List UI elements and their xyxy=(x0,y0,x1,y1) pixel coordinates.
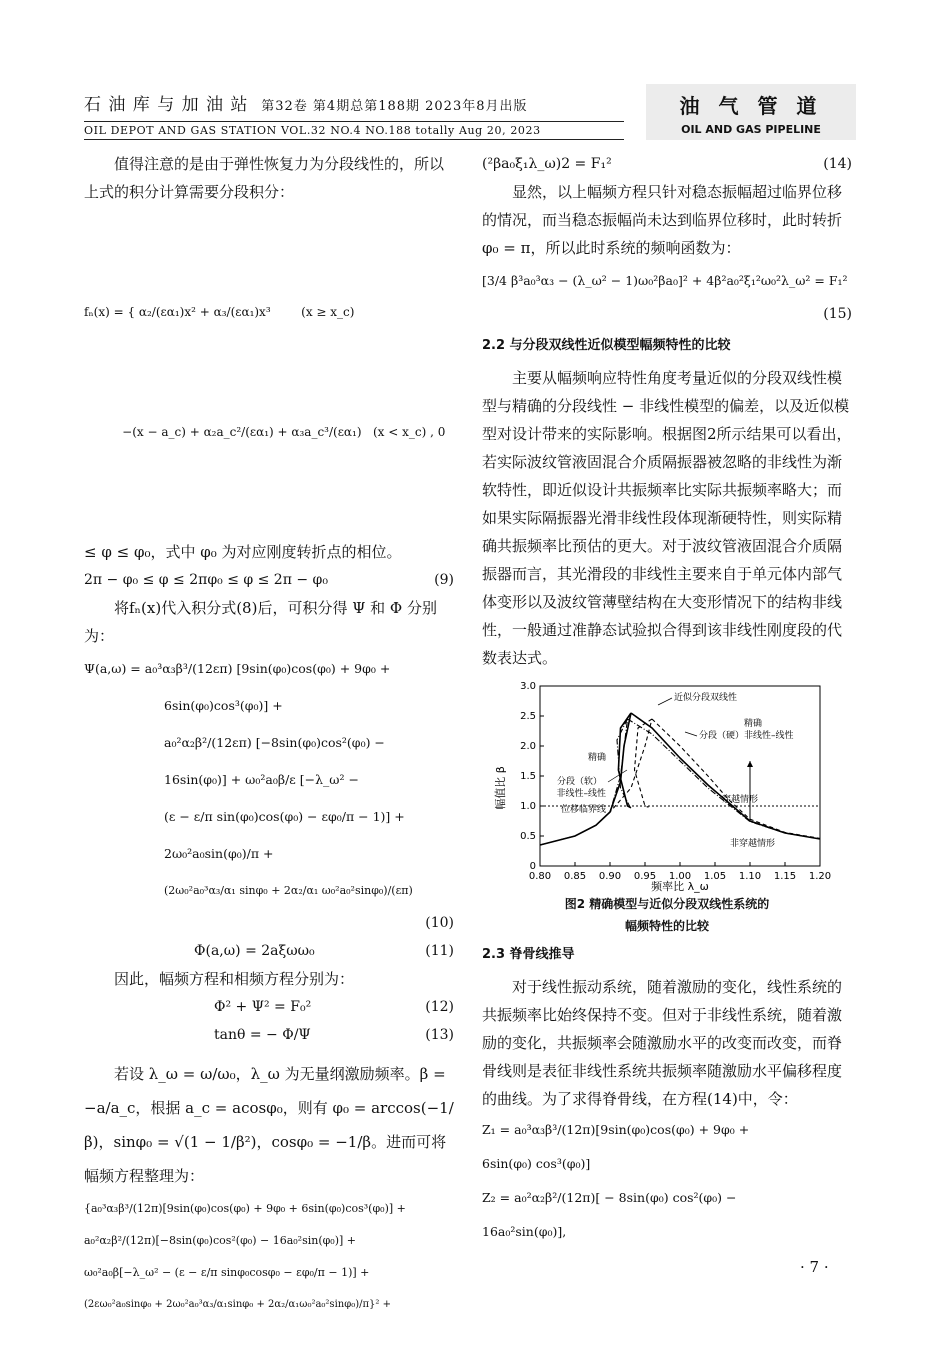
figure-caption xyxy=(482,893,852,937)
paragraph: 将fₙ(x)代入积分式(8)后，可积分得 Ψ 和 Φ 分别为： xyxy=(84,599,437,645)
y-tick-label: 1.5 xyxy=(520,771,536,782)
chart-annotation: 穿越情形 xyxy=(722,795,759,805)
right-column xyxy=(482,150,852,1249)
equation-number: (9) xyxy=(434,572,454,588)
equation-line: fₙ(x) = { α₂/(εα₁)x² + α₃/(εα₁)x³ (x ≥ x_c) xyxy=(84,305,355,319)
annotation-leader xyxy=(685,732,697,736)
chart-annotation: 近似分段双线性 xyxy=(674,693,738,703)
equation-12 xyxy=(84,993,454,1021)
x-tick-label: 1.20 xyxy=(808,871,832,882)
caption-line: 图2 精确模型与近似分段双线性系统的 xyxy=(564,897,770,911)
x-tick-label: 1.15 xyxy=(773,871,797,882)
equation-10-number-row xyxy=(84,909,454,937)
journal-title-en: OIL DEPOT AND GAS STATION VOL.32 NO.4 NO.188 totally Aug 20, 2023 xyxy=(84,121,624,140)
brand-en: OIL AND GAS PIPELINE xyxy=(681,123,821,136)
equation-line: Z₁ = a₀³α₃β³/(12π)[9sin(φ₀)cos(φ₀) + 9φ₀ + xyxy=(482,1122,750,1137)
equation-14 xyxy=(482,150,852,178)
equation-body: Φ(a,ω) = 2aξωω₀ xyxy=(194,943,315,959)
equation-number: (10) xyxy=(425,915,454,931)
equation-10 xyxy=(84,650,454,909)
paragraph: 显然，以上幅频方程只针对稳态振幅超过临界位移的情况，而当稳态振幅尚未达到临界位移时，此时转折 φ₀ = π，所以此时系统的频响函数为： xyxy=(482,183,843,257)
journal-title-cn xyxy=(84,90,624,115)
paragraph: 主要从幅频响应特性角度考量近似的分段双线性模型与精确的分段线性 − 非线性模型的偏差，以及近似模型对设计带来的实际影响。根据图2所示结果可以看出，若实际波纹管液固混合介质隔振器被忽略的非线性为渐软特性，即近似设计共振频率比实际共振频率略大；而如果实际隔振器光滑非线性段体现渐硬特性，则实际精确共振频率比预估的更大。对于波纹管液固混合介质隔振器而言，其光滑段的非线性主要来自于单元体内部气体变形以及波纹管薄壁结构在大变形情况下的结构非线性，一般通过准静态试验拟合得到该非线性刚度段的代数表达式。 xyxy=(482,369,852,667)
equation-line: 6sin(φ₀) cos³(φ₀)] xyxy=(482,1156,591,1171)
section-heading-2-3: 2.3 脊骨线推导 xyxy=(482,947,575,962)
x-tick-label: 0.85 xyxy=(563,871,587,882)
annotation-leader xyxy=(608,770,627,782)
x-tick-label: 0.90 xyxy=(598,871,622,882)
caption-line: 幅频特性的比较 xyxy=(624,919,709,933)
equation-body: (²βa₀ξ₁λ_ω)2 = F₁² xyxy=(482,156,612,172)
equation-line: {a₀³α₃β³/(12π)[9sin(φ₀)cos(φ₀) + 9φ₀ + 6sin(φ₀)cos³(φ₀)] + xyxy=(84,1202,406,1215)
equation-line: Ψ(a,ω) = a₀³α₃β³/(12επ) [9sin(φ₀)cos(φ₀) + 9φ₀ + xyxy=(84,661,391,676)
equation-15 xyxy=(482,262,852,300)
chart-plot-frame xyxy=(540,686,820,866)
section-heading-2-2: 2.2 与分段双线性近似模型幅频特性的比较 xyxy=(482,338,731,353)
equation-number: (15) xyxy=(823,306,852,322)
paragraph: 值得注意的是由于弹性恢复力为分段线性的，所以上式的积分计算需要分段积分： xyxy=(84,155,445,201)
equation-line: (2ω₀²a₀³α₃/α₁ sinφ₀ + 2α₂/α₁ ω₀²a₀²sinφ₀)/(επ) xyxy=(164,884,413,897)
annotation-leader xyxy=(658,698,672,705)
equation-9 xyxy=(84,566,454,594)
chart-annotation: 非穿越情形 xyxy=(730,839,776,849)
chart-annotation: 分段（软） xyxy=(556,777,602,787)
chart-annotation: 位移临界线 xyxy=(560,805,606,815)
equation-body: Φ² + Ψ² = F₀² xyxy=(214,999,312,1015)
equation-number: (14) xyxy=(823,156,852,172)
equation-number: (13) xyxy=(425,1027,454,1043)
left-column xyxy=(84,150,454,1321)
brand-cn: 油 气 管 道 xyxy=(679,94,823,118)
y-tick-label: 2.5 xyxy=(520,711,536,722)
equation-body: 2π − φ₀ ≤ φ ≤ 2πφ₀ ≤ φ ≤ 2π − φ₀ xyxy=(84,572,328,588)
equation-line: 16a₀²sin(φ₀)], xyxy=(482,1224,567,1239)
chart-annotation: 精确 xyxy=(744,719,763,729)
jump-arrow-head xyxy=(747,761,753,767)
equation-fn xyxy=(84,212,454,532)
equation-line: −(x − a_c) + α₂a_c²/(εα₁) + α₃a_c³/(εα₁) (x < x_c) , 0 xyxy=(84,425,446,439)
equation-line: ω₀²a₀β[−λ_ω² − (ε − ε/π sinφ₀cosφ₀ − εφ₀/π − 1)] + xyxy=(84,1266,370,1279)
chart-annotation: 非线性–线性 xyxy=(556,789,606,799)
equation-line: (ε − ε/π sin(φ₀)cos(φ₀) − εφ₀/π − 1)] + xyxy=(164,809,405,824)
equation-line: Z₂ = a₀²α₂β²/(12π)[ − 8sin(φ₀) cos²(φ₀) − xyxy=(482,1190,737,1205)
equation-body: tanθ = − Φ/Ψ xyxy=(214,1027,311,1043)
y-tick-label: 0 xyxy=(529,861,536,872)
equation-line: 6sin(φ₀)cos³(φ₀)] + xyxy=(164,698,283,713)
section-brand xyxy=(646,84,856,140)
x-tick-label: 0.80 xyxy=(528,871,552,882)
series-line-unstable xyxy=(618,713,631,808)
equation-number: (12) xyxy=(425,999,454,1015)
page-number: · 7 · xyxy=(800,1258,829,1276)
equation-z1 xyxy=(482,1113,852,1249)
y-tick-label: 3.0 xyxy=(520,681,536,692)
issue-info-cn: 第32卷 第4期总第188期 2023年8月出版 xyxy=(261,99,528,114)
paragraph: 因此，幅频方程和相频方程分别为： xyxy=(114,970,355,988)
y-axis-label: 幅值比 β xyxy=(494,766,507,810)
paragraph: ≤ φ ≤ φ₀，式中 φ₀ 为对应刚度转折点的相位。 xyxy=(84,543,402,561)
equation-line: a₀²α₂β²/(12π)[−8sin(φ₀)cos²(φ₀) − 16a₀²sin(φ₀)] + xyxy=(84,1234,357,1247)
y-tick-label: 2.0 xyxy=(520,741,536,752)
paragraph: 若设 λ_ω = ω/ω₀，λ_ω 为无量纲激励频率。β = −a/a_c，根据 a_c = acosφ₀，则有 φ₀ = arccos(−1/β)，sinφ₀ = √(1 − 1/β²)，cosφ₀ = −1/β。进而可将幅频方程整理为： xyxy=(84,1065,454,1185)
x-tick-label: 1.00 xyxy=(668,871,692,882)
equation-13 xyxy=(84,1021,454,1049)
amplitude-frequency-chart xyxy=(482,678,852,893)
chart-annotation: 分段（硬）非线性–线性 xyxy=(699,731,794,741)
equation-body: [3/4 β³a₀³α₃ − (λ_ω² − 1)ω₀²βa₀]² + 4β²a₀²ξ₁²ω₀²λ_ω² = F₁² xyxy=(482,273,848,288)
x-tick-label: 0.95 xyxy=(633,871,657,882)
paragraph: 对于线性振动系统，随着激励的变化，线性系统的共振频率比始终保持不变。但对于非线性系统，随着激励的变化，共振频率会随激励水平的改变而改变，而脊骨线则是表征非线性系统共振频率随激励水平偏移程度的曲线。为了求得脊骨线，在方程(14)中，令： xyxy=(482,978,843,1108)
y-tick-label: 0.5 xyxy=(520,831,536,842)
x-tick-label: 1.10 xyxy=(738,871,762,882)
equation-11 xyxy=(84,937,454,965)
equation-line: (2εω₀²a₀sinφ₀ + 2ω₀²a₀³α₃/α₁sinφ₀ + 2α₂/α₁ω₀²a₀²sinφ₀)/π}² + xyxy=(84,1299,391,1310)
journal-name-cn: 石 油 库 与 加 油 站 xyxy=(84,95,249,115)
y-tick-label: 1.0 xyxy=(520,801,536,812)
equation-15-number-row xyxy=(482,300,852,328)
equation-line: 16sin(φ₀)] + ω₀²a₀β/ε [−λ_ω² − xyxy=(164,772,359,787)
equation-amplitude xyxy=(84,1193,454,1321)
equation-line: a₀²α₂β²/(12επ) [−8sin(φ₀)cos²(φ₀) − xyxy=(164,735,385,750)
x-tick-label: 1.05 xyxy=(703,871,727,882)
equation-line: 2ω₀²a₀sin(φ₀)/π + xyxy=(164,846,274,861)
journal-header xyxy=(84,90,624,140)
equation-number: (11) xyxy=(425,943,454,959)
x-axis-label: 频率比 λ_ω xyxy=(651,880,709,893)
chart-annotation: 精确 xyxy=(587,753,606,763)
